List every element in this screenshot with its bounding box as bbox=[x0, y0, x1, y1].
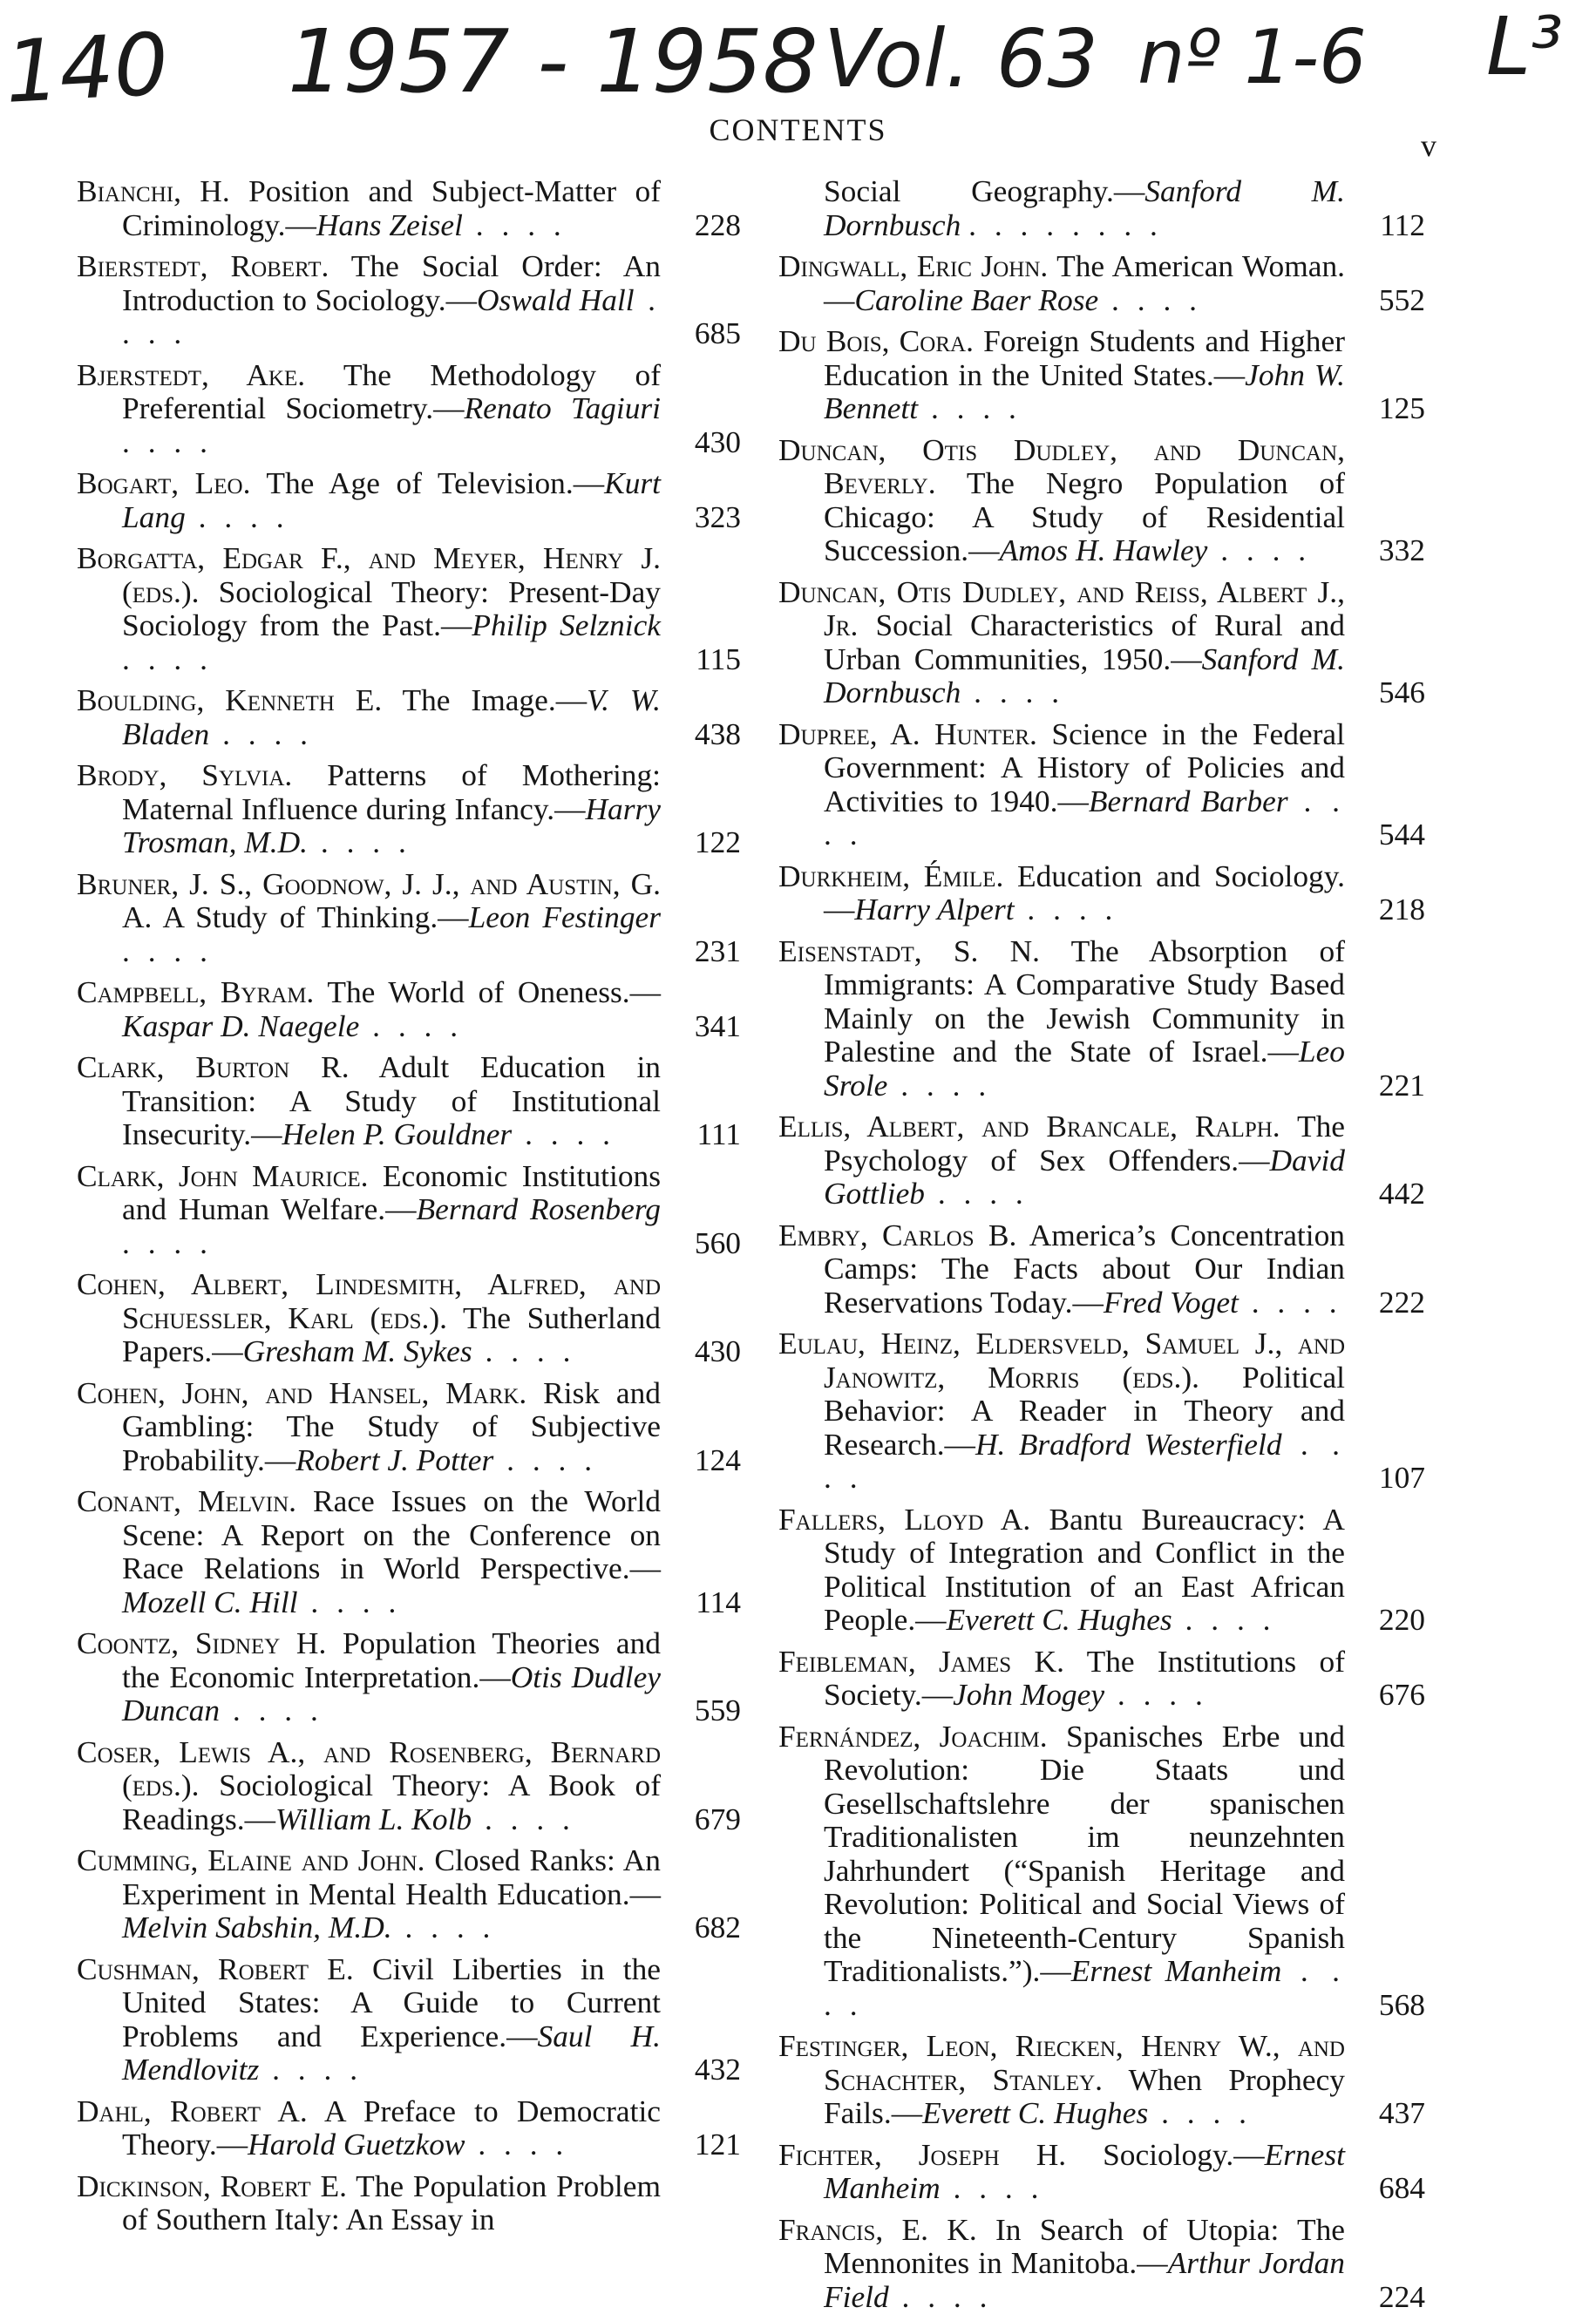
entry-page: 430 bbox=[694, 1334, 741, 1368]
entry-page: 323 bbox=[694, 499, 741, 534]
contents-entry: Bruner, J. S., Goodnow, J. J., and Austin, G. A. A Study of Thinking.—Leon Festinger . . . . 231 bbox=[77, 865, 741, 968]
entry-reviewer: Harold Guetzkow bbox=[248, 2127, 465, 2162]
entry-page: 684 bbox=[1378, 2170, 1425, 2205]
entry-title: America’s Concentration Camps: The Facts about Our Indian Reservations Today. bbox=[824, 1217, 1345, 1320]
entry-author: Fernández, Joachim. bbox=[778, 1718, 1048, 1754]
contents-entry: Durkheim, Émile. Education and Sociology.—Harry Alpert . . . . 218 bbox=[778, 858, 1425, 926]
entry-reviewer: Ernest Manheim bbox=[824, 2136, 1345, 2205]
entry-author: Fichter, Joseph H. bbox=[778, 2136, 1067, 2172]
entry-page: 332 bbox=[1378, 533, 1425, 567]
contents-entry: Cohen, Albert, Lindesmith, Alfred, and Schuessler, Karl (eds.). The Sutherland Papers.—Gresham M. Sykes . . . . 430 bbox=[77, 1266, 741, 1368]
entry-author: Fallers, Lloyd A. bbox=[778, 1501, 1031, 1537]
entry-page: 231 bbox=[694, 933, 741, 968]
contents-entry: Fichter, Joseph H. Sociology.—Ernest Manheim . . . . 684 bbox=[778, 2136, 1425, 2205]
entry-title: The Population Problem of Southern Italy: An Essay in bbox=[122, 2168, 661, 2236]
contents-entry: Boulding, Kenneth E. The Image.—V. W. Bladen . . . . 438 bbox=[77, 682, 741, 751]
entry-reviewer: Sanford M. Dornbusch bbox=[824, 641, 1345, 709]
entry-author: Dupree, A. Hunter. bbox=[778, 716, 1037, 751]
entry-reviewer: Arthur Jordan Field bbox=[824, 2245, 1345, 2314]
entry-page: 682 bbox=[694, 1910, 741, 1944]
entry-title: A Study of Thinking. bbox=[162, 899, 438, 934]
entry-author: Bianchi, H. bbox=[77, 173, 230, 208]
contents-left-column bbox=[77, 174, 741, 2244]
entry-page: 224 bbox=[1378, 2278, 1425, 2314]
entry-author: Bogart, Leo. bbox=[77, 465, 251, 500]
entry-title: Population Theories and the Economic Interpretation. bbox=[122, 1625, 661, 1694]
contents-entry: Festinger, Leon, Riecken, Henry W., and Schachter, Stanley. When Prophecy Fails.—Everett C. Hughes . . . . 437 bbox=[778, 2028, 1425, 2130]
contents-entry: Ellis, Albert, and Brancale, Ralph. The Psychology of Sex Offenders.—David Gottlieb . . . . 442 bbox=[778, 1109, 1425, 1211]
entry-reviewer: Kaspar D. Naegele bbox=[122, 1008, 360, 1043]
entry-title: Science in the Federal Government: A History of Policies and Activities to 1940. bbox=[824, 716, 1345, 818]
entry-page: 679 bbox=[694, 1801, 741, 1836]
entry-author: Duncan, Otis Dudley, and Reiss, Albert J., Jr. bbox=[778, 573, 1345, 642]
entry-reviewer: Fred Voget bbox=[1103, 1284, 1239, 1320]
entry-author: Dahl, Robert A. bbox=[77, 2093, 308, 2128]
handwritten-volume: Vol. 63 bbox=[824, 12, 1098, 105]
entry-author: Durkheim, Émile. bbox=[778, 858, 1004, 893]
leader-dots: . . . . bbox=[940, 2170, 1044, 2205]
entry-page: 122 bbox=[694, 825, 741, 859]
entry-reviewer: Mozell C. Hill bbox=[122, 1584, 298, 1619]
entry-title: Civil Liberties in the United States: A Guide to Current Problems and Experience. bbox=[122, 1951, 661, 2053]
contents-entry: Coser, Lewis A., and Rosenberg, Bernard (eds.). Sociological Theory: A Book of Readings.—William L. Kolb . . . . 679 bbox=[77, 1734, 741, 1836]
entry-page: 221 bbox=[1378, 1067, 1425, 1103]
contents-entry bbox=[77, 2169, 741, 2236]
entry-title: Position and Subject-Matter of Criminology. bbox=[122, 173, 661, 242]
entry-page: 560 bbox=[694, 1225, 741, 1260]
entry-reviewer: Oswald Hall bbox=[477, 282, 635, 317]
entry-reviewer: Hans Zeisel bbox=[316, 207, 463, 242]
leader-dots: . . . . bbox=[465, 2127, 569, 2162]
entry-title: When Prophecy Fails. bbox=[824, 2061, 1345, 2130]
entry-reviewer: V. W. Bladen bbox=[122, 682, 661, 751]
entry-reviewer: John W. Bennett bbox=[824, 356, 1345, 425]
entry-author: Dickinson, Robert E. bbox=[77, 2168, 347, 2203]
entry-author: Francis, E. K. bbox=[778, 2211, 977, 2247]
entry-author: Borgatta, Edgar F., and Meyer, Henry J. (eds.). bbox=[77, 540, 661, 609]
contents-entry: Bjerstedt, Ake. The Methodology of Preferential Sociometry.—Renato Tagiuri . . . . 430 bbox=[77, 356, 741, 459]
leader-dots: . . . . bbox=[122, 933, 213, 968]
entry-author: Conant, Melvin. bbox=[77, 1483, 296, 1518]
entry-author: Bruner, J. S., Goodnow, J. J., and Austin, G. A. bbox=[77, 865, 661, 934]
entry-reviewer: Kurt Lang bbox=[122, 465, 661, 534]
leader-dots: . . . . bbox=[122, 424, 213, 459]
leader-dots: . . . . bbox=[1014, 892, 1118, 926]
contents-entry: Fallers, Lloyd A. Bantu Bureaucracy: A Study of Integration and Conflict in the Political Institution of an East African People.—Everett C. Hughes . . . . 220 bbox=[778, 1501, 1425, 1637]
leader-dots: . . . . bbox=[472, 1801, 575, 1836]
contents-entry: Feibleman, James K. The Institutions of Society.—John Mogey . . . . 676 bbox=[778, 1643, 1425, 1712]
entry-title: The Sutherland Papers. bbox=[122, 1300, 661, 1368]
entry-author: Festinger, Leon, Riecken, Henry W., and Schachter, Stanley. bbox=[778, 2028, 1345, 2097]
leader-dots: . . . . bbox=[824, 783, 1345, 852]
entry-author: Embry, Carlos B. bbox=[778, 1217, 1017, 1252]
contents-entry: Bianchi, H. Position and Subject-Matter of Criminology.—Hans Zeisel . . . . 228 bbox=[77, 173, 741, 242]
contents-entry: Cumming, Elaine and John. Closed Ranks: An Experiment in Mental Health Education.—Melvin Sabshin, M.D. . . . . 682 bbox=[77, 1843, 741, 1944]
entry-author: Coontz, Sidney H. bbox=[77, 1625, 327, 1660]
entry-reviewer: Ernest Manheim bbox=[1070, 1953, 1282, 1988]
entry-title: Closed Ranks: An Experiment in Mental Health Education. bbox=[122, 1843, 661, 1911]
leader-dots: . . . . bbox=[1238, 1284, 1342, 1320]
contents-entry: Dahl, Robert A. A Preface to Democratic Theory.—Harold Guetzkow . . . . 121 bbox=[77, 2093, 741, 2162]
entry-page: 546 bbox=[1378, 675, 1425, 709]
entry-title: The Absorption of Immigrants: A Comparative Study Based Mainly on the Jewish Community in Palestine and the State of Israel. bbox=[824, 933, 1345, 1069]
entry-reviewer: Robert J. Potter bbox=[295, 1442, 494, 1477]
entry-reviewer: Bernard Barber bbox=[1088, 783, 1288, 818]
leader-dots: . . . . bbox=[359, 1008, 464, 1043]
contents-entry: Bogart, Leo. The Age of Television.—Kurt Lang . . . . 323 bbox=[77, 465, 741, 534]
entry-page: 228 bbox=[694, 207, 741, 242]
entry-reviewer: Gresham M. Sykes bbox=[242, 1334, 472, 1368]
contents-entry: Embry, Carlos B. America’s Concentration Camps: The Facts about Our Indian Reservations Today.—Fred Voget . . . . 222 bbox=[778, 1217, 1425, 1320]
entry-reviewer: Everett C. Hughes bbox=[922, 2095, 1149, 2130]
entry-reviewer: Renato Tagiuri bbox=[464, 390, 661, 425]
handwritten-years: 1957 - 1958 bbox=[288, 10, 818, 112]
entry-title: Social Characteristics of Rural and Urban Communities, 1950. bbox=[824, 607, 1345, 676]
entry-reviewer: Amos H. Hawley bbox=[999, 533, 1208, 567]
contents-entry: Campbell, Byram. The World of Oneness.—Kaspar D. Naegele . . . . 341 bbox=[77, 974, 741, 1043]
entry-page: 125 bbox=[1378, 390, 1425, 425]
leader-dots: . . . . bbox=[122, 1225, 213, 1260]
entry-author: Campbell, Byram. bbox=[77, 974, 315, 1009]
entry-title: Sociological Theory: A Book of Readings. bbox=[122, 1768, 661, 1836]
entry-author: Coser, Lewis A., and Rosenberg, Bernard (eds.). bbox=[77, 1734, 661, 1802]
entry-page: 341 bbox=[694, 1008, 741, 1043]
entry-title: Race Issues on the World Scene: A Report on the Conference on Race Relations in World Perspective. bbox=[122, 1483, 661, 1585]
entry-author: Clark, John Maurice. bbox=[77, 1157, 369, 1193]
leader-dots: . . . . bbox=[259, 2052, 363, 2087]
leader-dots: . . . . bbox=[888, 2278, 993, 2314]
entry-reviewer: H. Bradford Westerfield bbox=[975, 1426, 1282, 1462]
contents-entry: Eisenstadt, S. N. The Absorption of Immigrants: A Comparative Study Based Mainly on the Jewish Community in Palestine and the State of Israel.—Leo Srole . . . . 221 bbox=[778, 933, 1425, 1103]
page-title: CONTENTS bbox=[709, 112, 887, 147]
entry-author: Bierstedt, Robert. bbox=[77, 248, 329, 283]
entry-author: Brody, Sylvia. bbox=[77, 757, 293, 792]
leader-dots: . . . . bbox=[918, 390, 1022, 425]
leader-dots: . . . . bbox=[462, 207, 567, 242]
leader-dots: . . . . bbox=[824, 1426, 1345, 1495]
contents-entry: Dingwall, Eric John. The American Woman.—Caroline Baer Rose . . . . 552 bbox=[778, 248, 1425, 317]
entry-title: In Search of Utopia: The Mennonites in Manitoba. bbox=[824, 2211, 1345, 2280]
entry-reviewer: Bernard Rosenberg bbox=[416, 1191, 661, 1226]
entry-page: 121 bbox=[694, 2127, 741, 2162]
entry-page: 437 bbox=[1378, 2095, 1425, 2130]
entry-page: 552 bbox=[1378, 282, 1425, 317]
contents-entry: Duncan, Otis Dudley, and Reiss, Albert J., Jr. Social Characteristics of Rural and Urban Communities, 1950.—Sanford M. Dornbusch . . . . 546 bbox=[778, 573, 1425, 709]
contents-entry: Conant, Melvin. Race Issues on the World Scene: A Report on the Conference on Race Relations in World Perspective.—Mozell C. Hill . . . . 114 bbox=[77, 1483, 741, 1619]
entry-author: Eisenstadt, S. N. bbox=[778, 933, 1041, 968]
entry-reviewer: Otis Dudley Duncan bbox=[122, 1659, 661, 1727]
leader-dots: . . . . bbox=[1207, 533, 1312, 567]
entry-title: The Methodology of Preferential Sociometry. bbox=[122, 356, 661, 425]
leader-dots: . . . . bbox=[824, 1953, 1345, 2022]
leader-dots: . . . . bbox=[1172, 1602, 1276, 1637]
leader-dots: . . . . bbox=[209, 716, 314, 751]
entry-title: The Psychology of Sex Offenders. bbox=[824, 1109, 1345, 1177]
entry-title: Political Behavior: A Reader in Theory and Research. bbox=[824, 1359, 1345, 1462]
entry-reviewer: Melvin Sabshin, M.D. bbox=[122, 1910, 392, 1944]
entry-author: Eulau, Heinz, Eldersveld, Samuel J., and Janowitz, Morris (eds.). bbox=[778, 1326, 1345, 1395]
entry-title: Sociological Theory: Present-Day Sociology from the Past. bbox=[122, 573, 661, 642]
entry-reviewer: Leon Festinger bbox=[468, 899, 661, 934]
page-number: v bbox=[1421, 128, 1436, 163]
entry-page: 112 bbox=[1380, 207, 1425, 242]
entry-author: Bjerstedt, Ake. bbox=[77, 356, 306, 392]
contents-entry: Clark, John Maurice. Economic Institutions and Human Welfare.—Bernard Rosenberg . . . . 560 bbox=[77, 1157, 741, 1260]
contents-entry: Francis, E. K. In Search of Utopia: The Mennonites in Manitoba.—Arthur Jordan Field . . . . 224 bbox=[778, 2211, 1425, 2314]
handwritten-number: 140 bbox=[3, 15, 171, 123]
leader-dots: . . . . bbox=[122, 641, 213, 676]
entry-reviewer: Leo Srole bbox=[824, 1034, 1345, 1103]
entry-author: Cushman, Robert E. bbox=[77, 1951, 354, 1986]
entry-reviewer: Caroline Baer Rose bbox=[854, 282, 1099, 317]
entry-page: 568 bbox=[1378, 1986, 1425, 2022]
entry-title: The American Woman. bbox=[1056, 248, 1345, 283]
contents-entry: Borgatta, Edgar F., and Meyer, Henry J. (eds.). Sociological Theory: Present-Day Sociology from the Past.—Philip Selznick . . . . 115 bbox=[77, 540, 741, 676]
leader-dots: . . . . bbox=[391, 1910, 496, 1944]
entry-page: 438 bbox=[694, 716, 741, 751]
contents-entry: Brody, Sylvia. Patterns of Mothering: Maternal Influence during Infancy.—Harry Trosman, M.D. . . . . 122 bbox=[77, 757, 741, 859]
entry-title: Adult Education in Transition: A Study of Institutional Insecurity. bbox=[122, 1049, 661, 1151]
entry-reviewer: Harry Alpert bbox=[854, 892, 1015, 926]
contents-entry: Cohen, John, and Hansel, Mark. Risk and Gambling: The Study of Subjective Probability.—Robert J. Potter . . . . 124 bbox=[77, 1374, 741, 1477]
entry-page: 114 bbox=[696, 1584, 741, 1619]
entry-author: Boulding, Kenneth E. bbox=[77, 682, 383, 717]
entry-author: Cohen, Albert, Lindesmith, Alfred, and Schuessler, Karl (eds.). bbox=[77, 1266, 661, 1335]
entry-author: Cumming, Elaine and John. bbox=[77, 1843, 425, 1877]
contents-right-column bbox=[778, 174, 1425, 2321]
leader-dots: . . . . bbox=[925, 1176, 1029, 1211]
entry-page: 111 bbox=[696, 1116, 741, 1151]
leader-dots: . . . . bbox=[122, 282, 661, 350]
leader-dots: . . . . bbox=[1148, 2095, 1252, 2130]
leader-dots: . . . . bbox=[220, 1693, 323, 1727]
entry-title: Spanisches Erbe und Revolution: Die Staats und Gesellschaftslehre der spanischen Traditionalisten im neunzehnten Jahrhundert (“Spanish Heritage and Revolution: Political and Social Views of the Nineteenth-Century Spanish Traditionalists.”). bbox=[824, 1718, 1345, 1988]
leader-dots: . . . . bbox=[1098, 282, 1202, 317]
entry-author: Cohen, John, and Hansel, Mark. bbox=[77, 1374, 527, 1410]
entry-reviewer: Philip Selznick bbox=[472, 607, 662, 642]
entry-title: The Institutions of Society. bbox=[824, 1643, 1345, 1712]
entry-reviewer: Everett C. Hughes bbox=[946, 1602, 1172, 1637]
leader-dots: . . . . . . . . bbox=[968, 207, 1163, 242]
entry-page: 107 bbox=[1378, 1460, 1425, 1495]
handwritten-mark: L³ bbox=[1486, 0, 1564, 93]
entry-reviewer: Harry Trosman, M.D. bbox=[122, 791, 661, 859]
leader-dots: . . . . bbox=[308, 825, 411, 859]
contents-entry: Coontz, Sidney H. Population Theories and the Economic Interpretation.—Otis Dudley Duncan . . . . 559 bbox=[77, 1625, 741, 1727]
leader-dots: . . . . bbox=[887, 1067, 992, 1103]
entry-reviewer: Helen P. Gouldner bbox=[282, 1116, 513, 1151]
contents-entry: Bierstedt, Robert. The Social Order: An Introduction to Sociology.—Oswald Hall . . . . 685 bbox=[77, 248, 741, 350]
entry-title: The Image. bbox=[402, 682, 556, 717]
leader-dots: . . . . bbox=[493, 1442, 598, 1477]
entry-title: Social Geography. bbox=[824, 173, 1114, 208]
leader-dots: . . . . bbox=[961, 675, 1065, 709]
leader-dots: . . . . bbox=[472, 1334, 576, 1368]
entry-title: The Negro Population of Chicago: A Study of Residential Succession. bbox=[824, 465, 1345, 567]
entry-page: 430 bbox=[694, 424, 741, 459]
entry-author: Du Bois, Cora. bbox=[778, 323, 974, 358]
entry-reviewer: Sanford M. Dornbusch bbox=[824, 173, 1345, 242]
handwritten-issues: nº 1-6 bbox=[1138, 14, 1367, 101]
leader-dots: . . . . bbox=[512, 1116, 615, 1151]
entry-page: 432 bbox=[694, 2052, 741, 2087]
leader-dots: . . . . bbox=[1104, 1677, 1208, 1712]
contents-entry: Du Bois, Cora. Foreign Students and Higher Education in the United States.—John W. Bennett . . . . 125 bbox=[778, 323, 1425, 425]
entry-page: 222 bbox=[1378, 1284, 1425, 1320]
entry-title: Risk and Gambling: The Study of Subjective Probability. bbox=[122, 1374, 661, 1477]
entry-page: 559 bbox=[694, 1693, 741, 1727]
entry-title: Economic Institutions and Human Welfare. bbox=[122, 1157, 661, 1226]
leader-dots: . . . . bbox=[185, 499, 289, 534]
leader-dots: . . . . bbox=[297, 1584, 402, 1619]
entry-author: Clark, Burton R. bbox=[77, 1049, 350, 1084]
entry-title: Education and Sociology. bbox=[1016, 858, 1345, 893]
entry-title: The World of Oneness. bbox=[327, 974, 630, 1009]
entry-title: The Social Order: An Introduction to Sociology. bbox=[122, 248, 661, 317]
entry-page: 544 bbox=[1378, 817, 1425, 852]
entry-page: 218 bbox=[1378, 892, 1425, 926]
entry-author: Dingwall, Eric John. bbox=[778, 248, 1049, 283]
entry-title: The Age of Television. bbox=[266, 465, 574, 500]
entry-reviewer: John Mogey bbox=[953, 1677, 1105, 1712]
contents-entry: Duncan, Otis Dudley, and Duncan, Beverly. The Negro Population of Chicago: A Study of Residential Succession.—Amos H. Hawley . . . . 332 bbox=[778, 431, 1425, 567]
contents-entry: Cushman, Robert E. Civil Liberties in the United States: A Guide to Current Problems and Experience.—Saul H. Mendlovitz . . . . 432 bbox=[77, 1951, 741, 2087]
entry-page: 124 bbox=[694, 1442, 741, 1477]
contents-entry: Fernández, Joachim. Spanisches Erbe und Revolution: Die Staats und Gesellschaftslehre der spanischen Traditionalisten im neunzehnten Jahrhundert (“Spanish Heritage and Revolution: Political and Social Views of the Nineteenth-Century Spanish Traditionalists.”).—Ernest Manheim . . . . 568 bbox=[778, 1718, 1425, 2022]
entry-title: Foreign Students and Higher Education in the United States. bbox=[824, 323, 1345, 392]
entry-page: 115 bbox=[696, 641, 741, 676]
contents-entry: Eulau, Heinz, Eldersveld, Samuel J., and Janowitz, Morris (eds.). Political Behavior: A Reader in Theory and Research.—H. Bradford Westerfield . . . . 107 bbox=[778, 1326, 1425, 1495]
continued-entry: Social Geography.—Sanford M. Dornbusch . . . . . . . . 112 bbox=[824, 173, 1425, 242]
entry-reviewer: William L. Kolb bbox=[275, 1801, 472, 1836]
entry-author: Ellis, Albert, and Brancale, Ralph. bbox=[778, 1109, 1280, 1144]
contents-entry: Dupree, A. Hunter. Science in the Federal Government: A History of Policies and Activities to 1940.—Bernard Barber . . . . 544 bbox=[778, 716, 1425, 852]
entry-page: 220 bbox=[1378, 1602, 1425, 1637]
entry-author: Feibleman, James K. bbox=[778, 1643, 1064, 1679]
contents-entry: Clark, Burton R. Adult Education in Transition: A Study of Institutional Insecurity.—Helen P. Gouldner . . . . 111 bbox=[77, 1049, 741, 1151]
entry-title: Patterns of Mothering: Maternal Influence during Infancy. bbox=[122, 757, 661, 826]
entry-title: Bantu Bureaucracy: A Study of Integration and Conflict in the Political Institution of an East African People. bbox=[824, 1501, 1345, 1637]
entry-page: 676 bbox=[1378, 1677, 1425, 1712]
entry-author: Duncan, Otis Dudley, and Duncan, Beverly. bbox=[778, 431, 1345, 500]
entry-reviewer: David Gottlieb bbox=[824, 1142, 1345, 1211]
entry-page: 685 bbox=[694, 316, 741, 350]
entry-title: A Preface to Democratic Theory. bbox=[122, 2093, 661, 2162]
entry-reviewer: Saul H. Mendlovitz bbox=[122, 2018, 661, 2087]
entry-page: 442 bbox=[1378, 1176, 1425, 1211]
entry-title: Sociology. bbox=[1103, 2136, 1234, 2172]
